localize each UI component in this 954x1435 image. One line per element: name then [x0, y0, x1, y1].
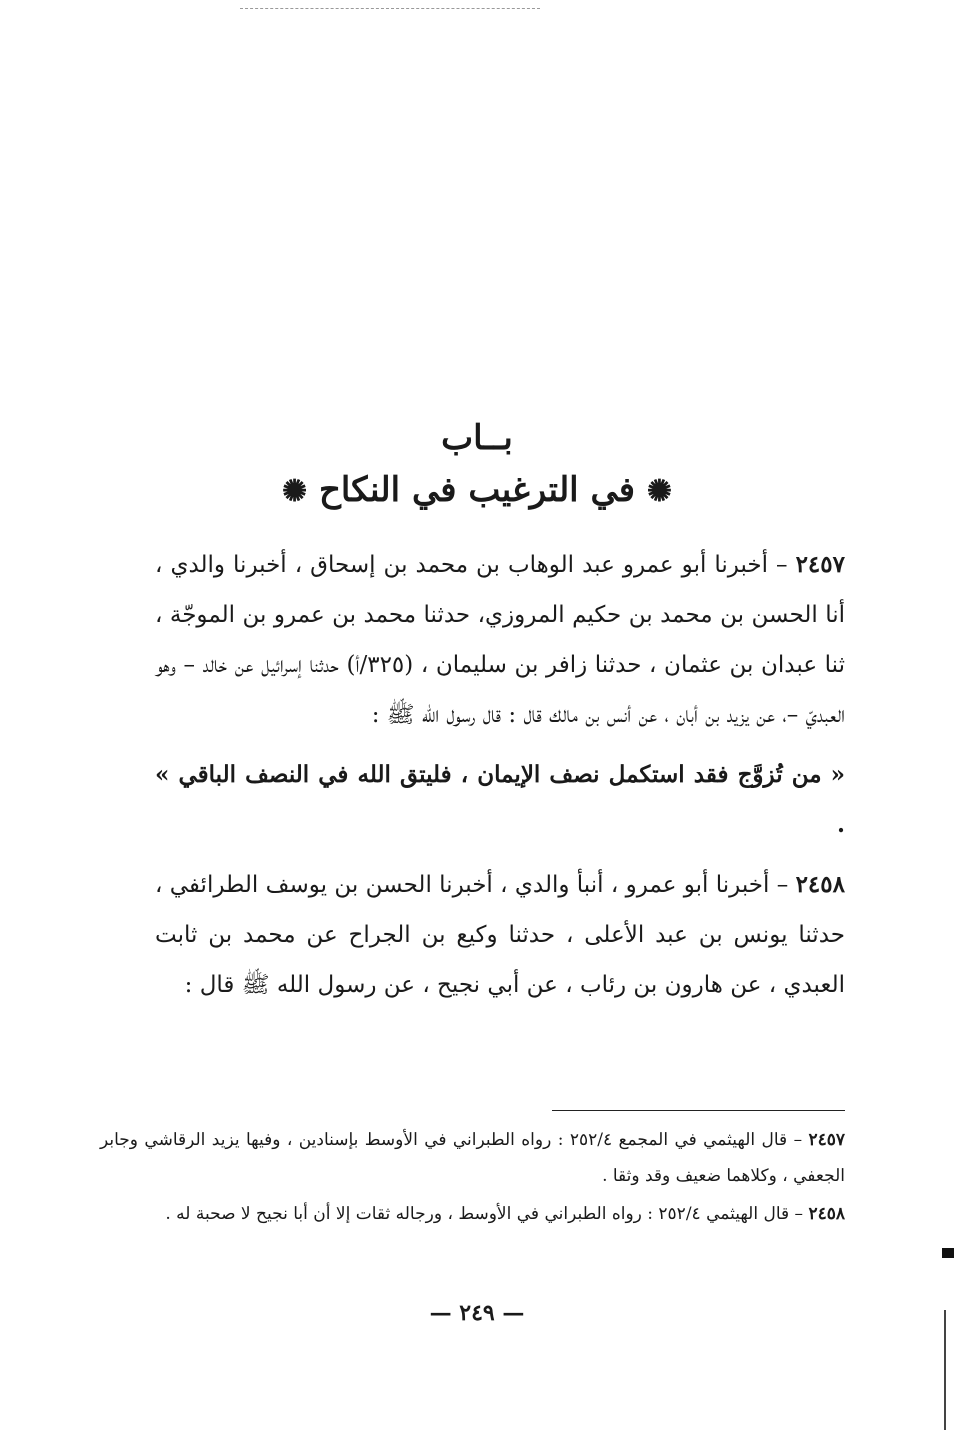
hadith-isnad: – أخبرنا أبو عمرو ، أنبأ والدي ، أخبرنا الحسن بن يوسف الطرائفي ، حدثنا يونس بن عبد الأعلى ، حدثنا وكيع بن الجراح عن محمد بن ثابت العبدي ، عن هارون بن رئاب ، عن أبي نجيح ، عن رسول الله ﷺ قال : [155, 872, 845, 998]
hadith-2457-matn: « من تُزوَّج فقد استكمل نصف الإيمان ، فليتق الله في النصف الباقي » . [155, 761, 845, 838]
star-ornament-icon: ✺ [281, 474, 308, 509]
footnote-number: ٢٤٥٧ [808, 1130, 846, 1150]
footnotes [100, 1122, 845, 1234]
main-text [155, 540, 845, 1010]
section-title: في الترغيب في النكاح [318, 470, 636, 510]
scan-edge-line [944, 1310, 946, 1430]
footnote-text: – قال الهيثمي ٢٥٢/٤ : رواه الطبراني في الأوسط ، ورجاله ثقات إلا أن أبا نجيح لا صحبة له . [165, 1204, 809, 1224]
top-dashed-rule [240, 8, 540, 9]
footnote-separator [552, 1110, 845, 1111]
footnote-text: – قال الهيثمي في المجمع ٢٥٢/٤ : رواه الطبراني في الأوسط بإسنادين ، وفيها يزيد الرقاشي وجابر الجعفي ، وكلاهما ضعيف وقد وثقا . [100, 1130, 845, 1186]
section-heading [0, 470, 954, 510]
hadith-2457 [155, 540, 845, 740]
hadith-2458 [155, 860, 845, 1010]
star-ornament-icon: ✺ [646, 474, 673, 509]
hadith-number: ٢٤٥٨ [795, 871, 845, 898]
scan-edge-mark [942, 1248, 954, 1258]
page-number: — ٢٤٩ — [429, 1300, 525, 1326]
footnote-2457 [100, 1122, 845, 1194]
footnote-number: ٢٤٥٨ [808, 1204, 845, 1224]
hadith-isnad: – أخبرنا أبو عمرو عبد الوهاب بن محمد بن إسحاق ، أخبرنا والدي ، أنا الحسن بن محمد بن حكيم المروزي، حدثنا محمد بن عمرو بن الموجّة ، ثنا عبدان بن عثمان ، حدثنا زافر بن سليمان ، (٣٢٥/أ) حدثنا إسرائيل عن خالد – وهو العبديّ –، عن يزيد بن أبان ، عن أنس بن مالك قال : قال رسول الله ﷺ : [155, 552, 845, 728]
footnote-2458 [100, 1196, 845, 1232]
chapter-label: بــاب [441, 418, 513, 458]
hadith-number: ٢٤٥٧ [795, 551, 845, 578]
